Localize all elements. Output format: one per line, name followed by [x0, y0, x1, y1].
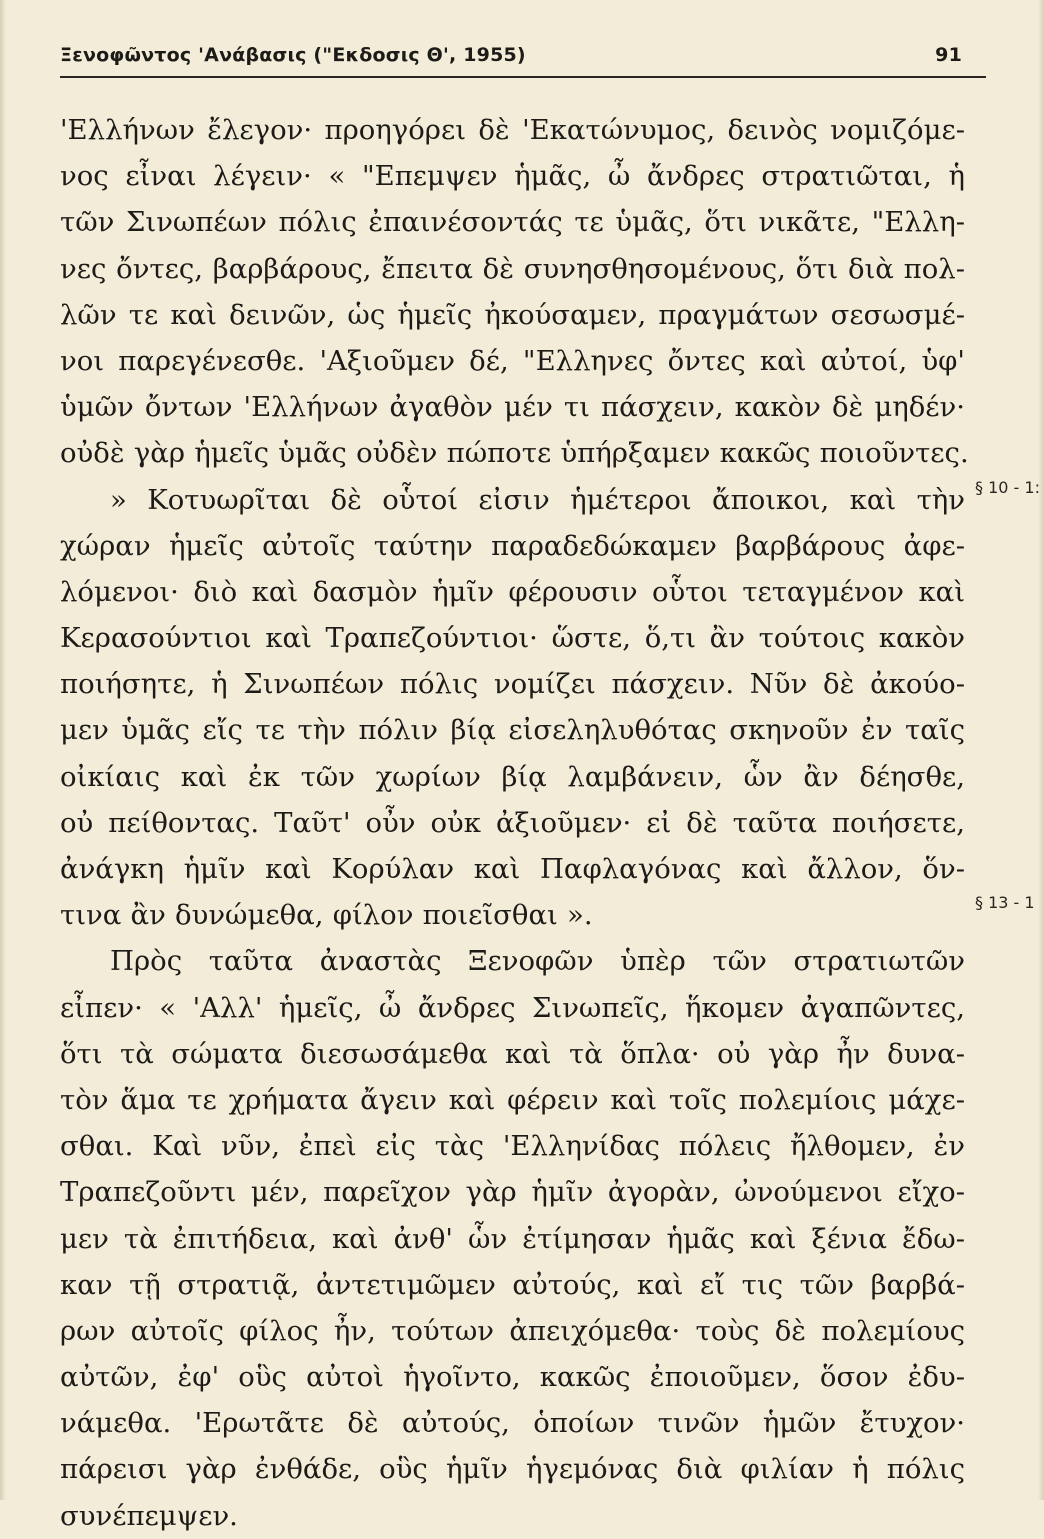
text-line: οὐδὲ γὰρ ἡμεῖς ὑμᾶς οὐδὲν πώποτε ὑπήρξαμεν κακῶς ποιοῦντες.: [60, 437, 969, 470]
text-line: » Κοτυωρῖται δὲ οὗτοί εἰσιν ἡμέτεροι ἄποικοι, καὶ τὴν: [110, 483, 965, 516]
text-line: συνέπεμψεν.: [60, 1499, 238, 1532]
text-line: ὑμῶν ὄντων 'Ελλήνων ἀγαθὸν μέν τι πάσχειν, κακὸν δὲ μηδέν·: [60, 391, 965, 424]
text-line: ἀνάγκη ἡμῖν καὶ Κορύλαν καὶ Παφλαγόνας καὶ ἄλλον, ὅν-: [60, 853, 965, 885]
text-line: πάρεισι γὰρ ἐνθάδε, οὓς ἡμῖν ἡγεμόνας διὰ φιλίαν ἡ πόλις: [60, 1453, 965, 1486]
text-line: λόμενοι· διὸ καὶ δασμὸν ἡμῖν φέρουσιν οὗτοι τεταγμένον καὶ: [60, 575, 965, 608]
text-line: τὸν ἅμα τε χρήματα ἄγειν καὶ φέρειν καὶ τοῖς πολεμίοις μάχε-: [60, 1083, 965, 1116]
text-line: σθαι. Καὶ νῦν, ἐπεὶ εἰς τὰς 'Ελληνίδας πόλεις ἤλθομεν, ἐν: [60, 1130, 965, 1163]
running-title: Ξενοφῶντος 'Ανάβασις ("Εκδοσις Θ', 1955): [60, 44, 526, 66]
margin-section-note: § 13 - 1: [975, 893, 1035, 912]
page-edge-right: [1038, 0, 1044, 1500]
text-line: εἶπεν· « 'Αλλ' ἡμεῖς, ὦ ἄνδρες Σινωπεῖς, ἥκομεν ἀγαπῶντες,: [60, 991, 965, 1024]
text-line: Πρὸς ταῦτα ἀναστὰς Ξενοφῶν ὑπὲρ τῶν στρατιωτῶν: [110, 945, 965, 978]
text-line: τῶν Σινωπέων πόλις ἐπαινέσοντάς τε ὑμᾶς, ὅτι νικᾶτε, "Ελλη-: [60, 206, 965, 239]
page-edge-left: [0, 0, 6, 1500]
text-line: χώραν ἡμεῖς αὐτοῖς ταύτην παραδεδώκαμεν βαρβάρους ἀφε-: [60, 529, 965, 562]
margin-section-note: § 10 - 1:: [975, 478, 1040, 497]
body-text: [60, 107, 969, 1539]
text-line: οἰκίαις καὶ ἐκ τῶν χωρίων βίᾳ λαμβάνειν, ὧν ἂν δέησθε,: [60, 760, 965, 793]
text-line: αὐτῶν, ἐφ' οὓς αὐτοὶ ἡγοῖντο, κακῶς ἐποιοῦμεν, ὅσον ἐδυ-: [60, 1361, 965, 1394]
text-line: καν τῇ στρατιᾷ, ἀντετιμῶμεν αὐτούς, καὶ εἴ τις τῶν βαρβά-: [60, 1268, 965, 1301]
text-line: νοι παρεγένεσθε. 'Αξιοῦμεν δέ, "Ελληνες ὄντες καὶ αὐτοί, ὑφ': [60, 344, 965, 377]
text-line: τινα ἂν δυνώμεθα, φίλον ποιεῖσθαι ».: [60, 899, 593, 932]
text-line: νος εἶναι λέγειν· « "Επεμψεν ἡμᾶς, ὦ ἄνδρες στρατιῶται, ἡ: [60, 160, 965, 193]
page-number: 91: [935, 44, 962, 66]
text-line: μεν τὰ ἐπιτήδεια, καὶ ἀνθ' ὧν ἐτίμησαν ἡμᾶς καὶ ξένια ἔδω-: [60, 1222, 965, 1255]
text-line: νες ὄντες, βαρβάρους, ἔπειτα δὲ συνησθησομένους, ὅτι διὰ πολ-: [60, 252, 965, 285]
text-line: νάμεθα. 'Ερωτᾶτε δὲ αὐτούς, ὁποίων τινῶν ἡμῶν ἔτυχον·: [60, 1407, 965, 1440]
page-header: [60, 40, 986, 78]
text-line: μεν ὑμᾶς εἴς τε τὴν πόλιν βίᾳ εἰσεληλυθότας σκηνοῦν ἐν ταῖς: [60, 714, 965, 747]
text-line: οὐ πείθοντας. Ταῦτ' οὖν οὐκ ἀξιοῦμεν· εἰ δὲ ταῦτα ποιήσετε,: [60, 806, 965, 839]
text-line: Κερασούντιοι καὶ Τραπεζούντιοι· ὥστε, ὅ,τι ἂν τούτοις κακὸν: [60, 622, 965, 655]
text-line: λῶν τε καὶ δεινῶν, ὡς ἡμεῖς ἠκούσαμεν, πραγμάτων σεσωσμέ-: [60, 298, 965, 331]
text-line: ὅτι τὰ σώματα διεσωσάμεθα καὶ τὰ ὅπλα· οὐ γὰρ ἦν δυνα-: [60, 1037, 965, 1070]
text-line: Τραπεζοῦντι μέν, παρεῖχον γὰρ ἡμῖν ἀγορὰν, ὠνούμενοι εἴχο-: [60, 1176, 965, 1209]
text-line: 'Ελλήνων ἔλεγον· προηγόρει δὲ 'Εκατώνυμος, δεινὸς νομιζόμε-: [60, 114, 965, 146]
text-line: ρων αὐτοῖς φίλος ἦν, τούτων ἀπειχόμεθα· τοὺς δὲ πολεμίους: [60, 1314, 965, 1347]
text-line: ποιήσητε, ἡ Σινωπέων πόλις νομίζει πάσχειν. Νῦν δὲ ἀκούο-: [60, 668, 965, 701]
